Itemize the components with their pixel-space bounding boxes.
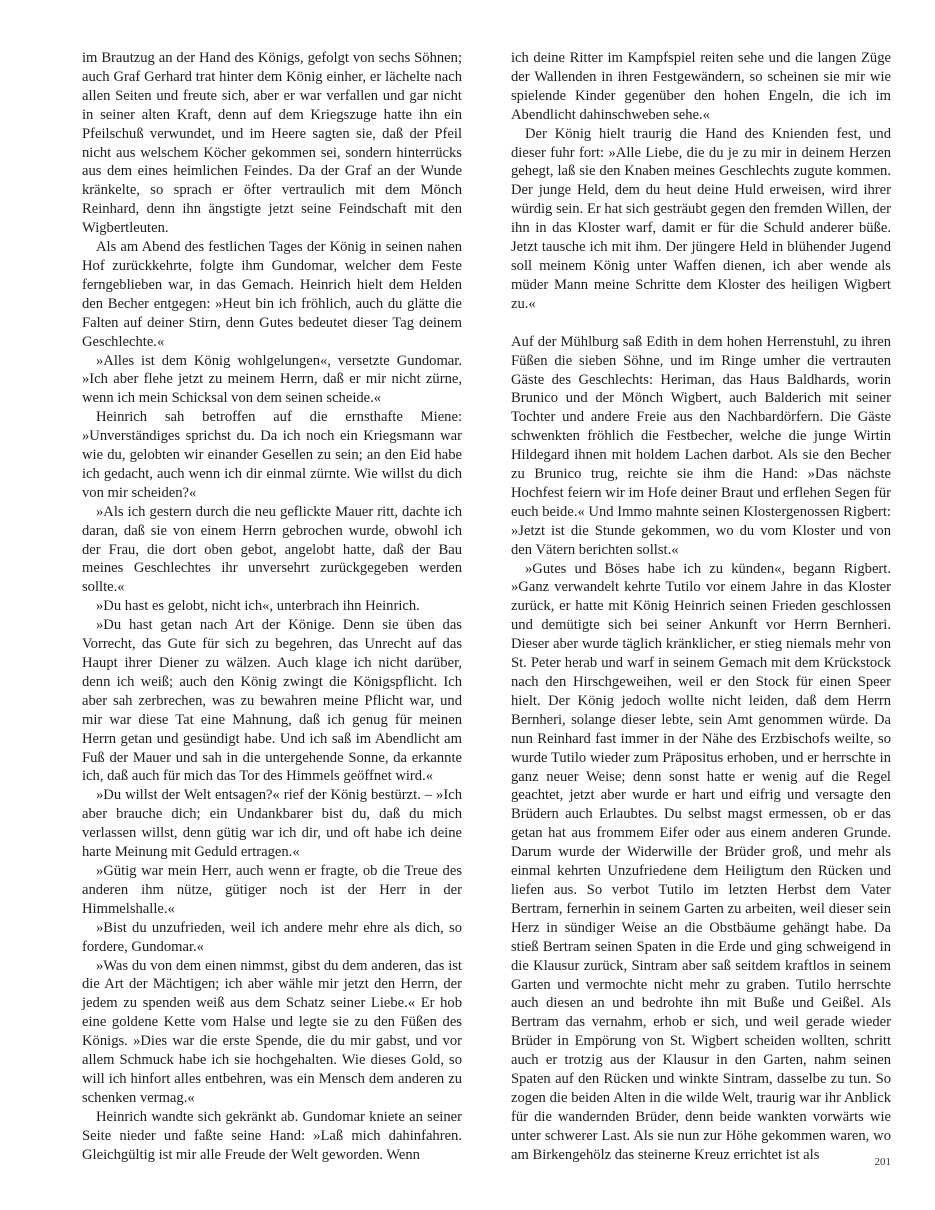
paragraph: »Gutes und Böses habe ich zu künden«, begann Rigbert. »Ganz verwandelt kehrte Tutilo vor einem Jahre in das Kloster zurück, er hatte mit König Heinrich seinen Frieden geschlossen und demütigte sich bei seiner Ankunft vor Herrn Bernheri. Dieser aber wurde täglich kränklicher, er stieg niemals mehr von St. Peter herab und warf in seinem Gemach mit dem Krückstock nach den Hirschgeweihen, weil er den Stock für einen Speer hielt. Der König jedoch wollte nicht leiden, daß dem Herrn Bernheri, solange dieser lebte, sein Amt genommen würde. Da nun Reinhard fast immer in der Nähe des Erzbischofs weilte, so wurde Tutilo wieder zum Präpositus erhoben, und er herrschte in ganz neuer Weise; denn sonst hatte er wenig auf die Regel geachtet, jetzt aber wurde er hart und eifrig und versagte den Brüdern auch Erlaubtes. Du selbst magst ermessen, ob er das getan hat aus frommem Eifer oder aus einem anderen Grunde. Darum wurde der Widerwille der Brüder groß, und mehr als einmal kehrten Unzufriedene dem Heiligtum den Rücken und liefen aus. So verbot Tutilo im letzten Herbst dem Vater Bertram, fernerhin in seinem Garten zu arbeiten, weil dieser sein Herz in sündiger Weise an die Obstbäume gehängt habe. Da stieß Bertram seinen Spaten in die Erde und ging schweigend in die Klausur zurück, Sintram aber saß seitdem kraftlos in seinem Garten und vermochte nicht mehr zu graben. Tutilo herrschte auch diesen an und bedrohte ihn mit Buße und Geißel. Als Bertram das vernahm, erhob er sich, und weil gerade wieder Brüder in Empörung von St. Wigbert scheiden wollten, schritt auch er trotzig aus der Klausur in den Garten, nahm seinen Spaten auf den Rücken und winkte Sintram, dasselbe zu tun. So zogen die beiden Alten in die wilde Welt, traurig war ihr Anblick für die wandernden Brüder, denn beide wankten vorwärts wie unter schwerer Last. Als sie nun zur Höhe gekommen waren, wo am Birkengehölz das steinerne Kreuz errichtet ist als: [511, 560, 891, 1163]
paragraph: Auf der Mühlburg saß Edith in dem hohen Herrenstuhl, zu ihren Füßen die sieben Söhne, und im Ringe umher die vertrauten Gäste des Geschlechts: Heriman, das Haus Baldhards, worin Brunico und der Mönch Wigbert, auch Balderich mit seiner Tochter und andere Freie aus den Nachbardörfern. Die Gäste schwenkten fröhlich die Festbecher, welche die junge Wirtin Hildegard ihnen mit holdem Lachen darbot. Als sie den Becher zu Brunico trug, reichte sie ihm die Hand: »Das nächste Hochfest feiern wir im Hofe deiner Braut und erflehen Segen für euch beide.« Und Immo mahnte seinen Klostergenossen Rigbert: »Jetzt ist die Stunde gekommen, wo du vom Kloster und von den Vätern berichten sollst.«: [511, 333, 891, 558]
paragraph: Heinrich wandte sich gekränkt ab. Gundomar kniete an seiner Seite nieder und faßte seine Hand: »Laß mich dahinfahren. Gleichgültig ist mir alle Freude der Welt geworden. Wenn: [82, 1108, 462, 1163]
paragraph: ich deine Ritter im Kampfspiel reiten sehe und die langen Züge der Wallenden in ihren Festgewändern, so scheinen sie mir wie spielende Kinder gegenüber den hohen Engeln, die ich im Abendlicht dahinschweben sehe.«: [511, 50, 891, 123]
paragraph: im Brautzug an der Hand des Königs, gefolgt von sechs Söhnen; auch Graf Gerhard trat hinter dem König einher, er lächelte nach allen Seiten und freute sich, aber er war verfallen und gar nicht in seiner alten Kraft, denn auf dem Kriegszuge hatte ihn ein Pfeilschuß verwundet, und im Heere sagten sie, daß der Pfeil nicht aus welschem Köcher gekommen sei, sondern hinterrücks aus dem eines heimlichen Feindes. Da der Graf an der Wunde kränkelte, so sprach er öfter vertraulich mit dem Mönch Reinhard, denn ihn ängstigte jetzt seine Feindschaft mit den Wigbertleuten.: [82, 50, 462, 237]
paragraph: »Was du von dem einen nimmst, gibst du dem anderen, das ist die Art der Mächtigen; ich aber wähle mir jetzt den Herrn, der jedem zu spenden weiß aus dem Schatz seiner Liebe.« Er hob eine goldene Kette vom Halse und legte sie zu den Füßen des Königs. »Dies war die erste Spende, die du mir gabst, und vor allem Schmuck habe ich sie hochgehalten. Wie dieses Gold, so will ich hinfort alles entbehren, was ein Mensch dem anderen zu schenken vermag.«: [82, 957, 462, 1106]
paragraph: »Als ich gestern durch die neu geflickte Mauer ritt, dachte ich daran, daß sie von einem Herrn gebrochen wurde, obwohl ich der Frau, die dort oben gebot, angelobt hatte, daß der Bau meines Geschlechtes ihr unversehrt zurückgegeben werden sollte.«: [82, 503, 462, 596]
left-text-column: [82, 49, 462, 1164]
page-number: 201: [874, 1156, 891, 1168]
paragraph: »Du hast getan nach Art der Könige. Denn sie üben das Vorrecht, das Gute für sich zu begehren, das Unrecht auf das Haupt ihrer Diener zu wälzen. Auch klage ich nicht darüber, denn ich weiß; auch den König zwingt die Königspflicht. Ich aber sah zerbrechen, was zu bewahren meine Pflicht war, und mir war diese Tat eine Mahnung, daß ich genug für meinen Herrn getan und gesündigt habe. Und ich saß im Abendlicht am Fuß der Mauer und sah in die untergehende Sonne, da erkannte ich, daß auch für mich das Tor des Himmels geöffnet wird.«: [82, 617, 462, 785]
paragraph: »Alles ist dem König wohlgelungen«, versetzte Gundomar. »Ich aber flehe jetzt zu meinem Herrn, daß er mir nicht zürne, wenn ich mein Schicksal von dem seinen scheide.«: [82, 352, 462, 407]
paragraph: »Du hast es gelobt, nicht ich«, unterbrach ihn Heinrich.: [96, 598, 420, 615]
right-text-column: [511, 49, 891, 1165]
paragraph: Heinrich sah betroffen auf die ernsthafte Miene: »Unverständiges sprichst du. Da ich noch ein Kriegsmann war wie du, gelobten wir einander Gesellen zu sein; an den Eid habe ich gedacht, auch wenn ich dir einmal zürnte. Wie willst du dich von mir scheiden?«: [82, 409, 462, 501]
section-break: [511, 314, 891, 333]
paragraph: »Du willst der Welt entsagen?« rief der König bestürzt. – »Ich aber brauche dich; ein Undankbarer bist du, daß du mich verlassen willst, denn gütig war ich dir, und oft habe ich deine harte Meinung mit Geduld ertragen.«: [82, 787, 462, 861]
paragraph: Als am Abend des festlichen Tages der König in seinen nahen Hof zurückkehrte, folgte ihm Gundomar, welcher dem Feste ferngeblieben war, in das Gemach. Heinrich hielt dem Helden den Becher entgegen: »Heut bin ich fröhlich, auch du glätte die Falten auf deiner Stirn, denn Gutes bedeutet dieser Tag deinem Geschlechte.«: [82, 239, 462, 350]
paragraph: Der König hielt traurig die Hand des Knienden fest, und dieser fuhr fort: »Alle Liebe, die du je zu mir in deinem Herzen gehegt, laß sie den Knaben meines Geschlechts zugute kommen. Der junge Held, dem du heut deine Huld erweisen, wird ihrer würdig sein. Er hat sich gesträubt gegen den fremden Willen, der ihn in das Kloster warf, damit er für die Schuld anderer büße. Jetzt tausche ich mit ihm. Der jüngere Held in blühender Jugend soll meinem König unter Waffen dienen, ich aber wende als müder Mann meine Schritte dem Kloster des heiligen Wigbert zu.«: [511, 125, 891, 312]
paragraph: »Gütig war mein Herr, auch wenn er fragte, ob die Treue des anderen ihm nütze, gütiger noch ist der Herr in der Himmelshalle.«: [82, 862, 462, 917]
paragraph: »Bist du unzufrieden, weil ich andere mehr ehre als dich, so fordere, Gundomar.«: [82, 919, 462, 955]
